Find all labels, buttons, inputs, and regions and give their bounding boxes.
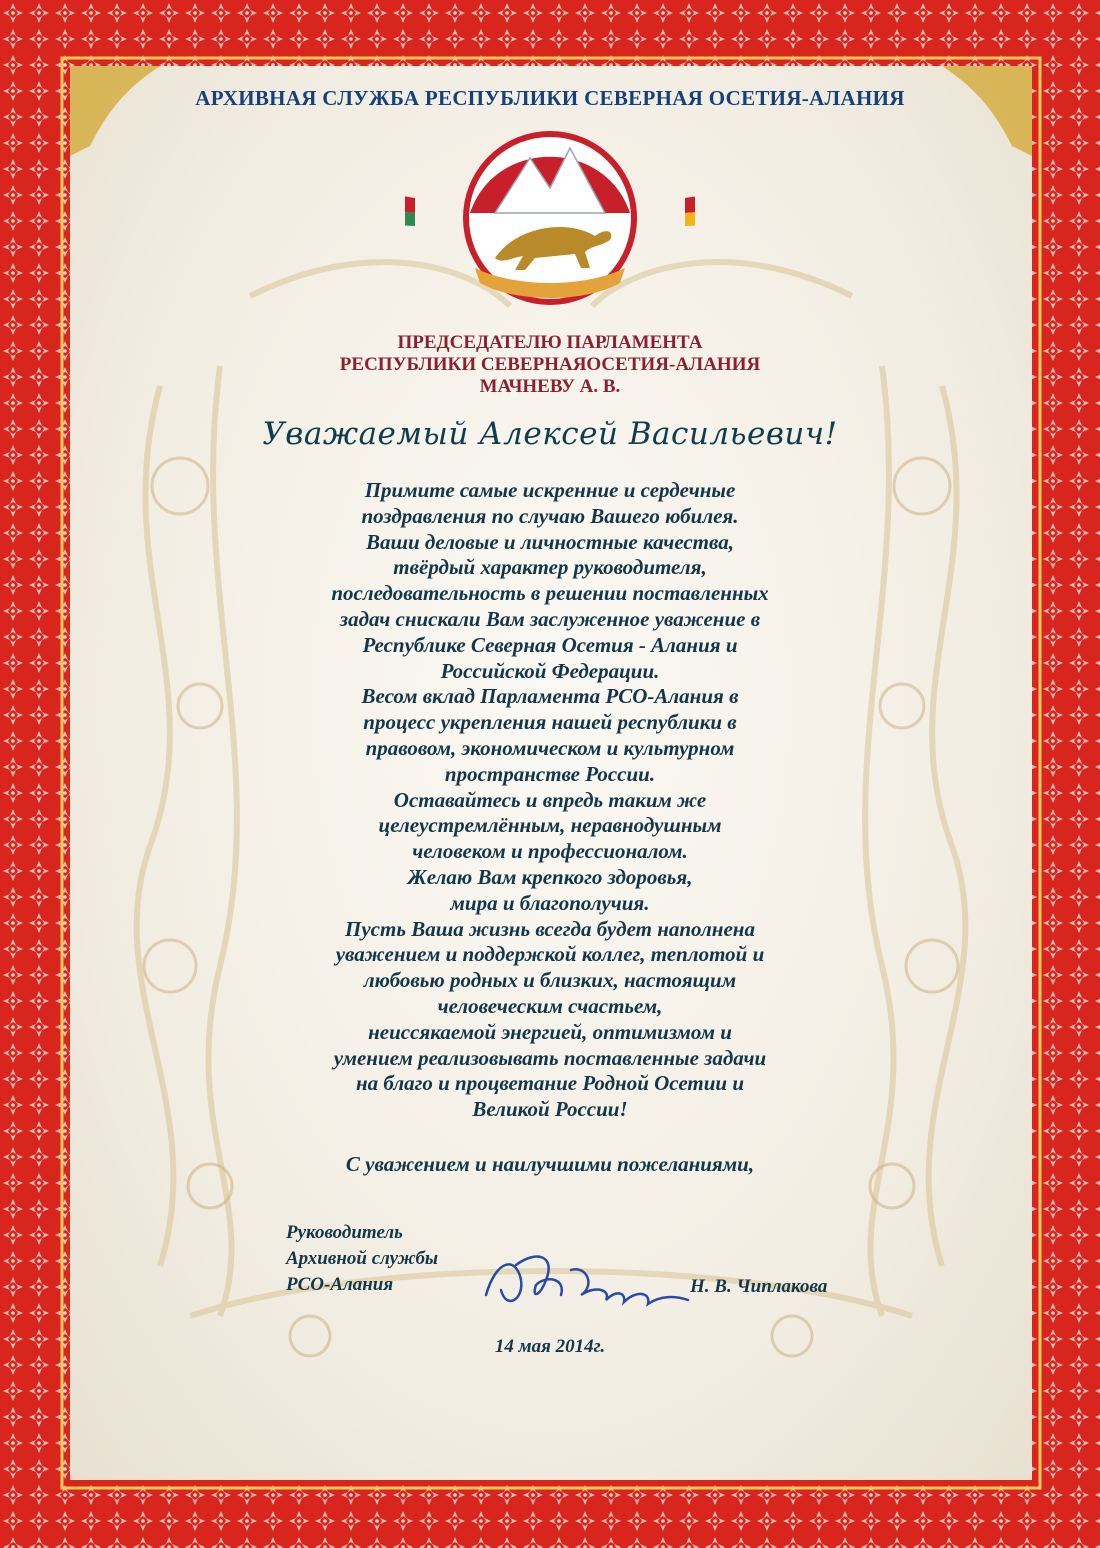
addressee-line: ПРЕДСЕДАТЕЛЮ ПАРЛАМЕНТА bbox=[397, 332, 703, 353]
letter-body-line: человеком и профессионалом. bbox=[412, 839, 688, 864]
handwritten-signature bbox=[476, 1240, 696, 1320]
letter-body-line: любовью родных и близких, настоящим bbox=[363, 968, 737, 993]
letter-body bbox=[230, 478, 870, 1123]
letter-body-line: поздравления по случаю Вашего юбилея. bbox=[361, 503, 739, 528]
closing-phrase: С уважением и наилучшими пожеланиями, bbox=[345, 1152, 755, 1176]
letter-body-line: процесс укрепления нашей республики в bbox=[363, 710, 737, 735]
letter-body-line: целеустремлённым, неравнодушным bbox=[378, 813, 722, 838]
signer-position-line: Руководитель bbox=[286, 1222, 403, 1243]
addressee-block bbox=[250, 332, 850, 398]
signer-position-line: РСО-Алания bbox=[286, 1274, 394, 1295]
letter-body-line: твёрдый характер руководителя, bbox=[393, 555, 707, 580]
archive-service-title: АРХИВНАЯ СЛУЖБА РЕСПУБЛИКИ СЕВЕРНАЯ ОСЕТИЯ-АЛАНИЯ bbox=[195, 86, 905, 110]
letter-body-line: Примите самые искренние и сердечные bbox=[364, 478, 736, 502]
letter-body-line: Желаю Вам крепкого здоровья, bbox=[407, 864, 693, 889]
letter-body-line: задач снискали Вам заслуженное уважение в bbox=[339, 606, 761, 631]
letter-body-line: уважением и поддержкой коллег, теплотой и bbox=[335, 942, 765, 967]
salutation: Уважаемый Алексей Васильевич! bbox=[262, 416, 838, 452]
letter-body-line: Республике Северная Осетия - Алания и bbox=[362, 632, 738, 657]
letter-body-line: неиссякаемой энергией, оптимизмом и bbox=[368, 1019, 732, 1044]
letter-body-line: правовом, экономическом и культурном bbox=[365, 735, 735, 760]
letter-date: 14 мая 2014г. bbox=[494, 1336, 606, 1357]
letter-body-line: мира и благополучия. bbox=[450, 890, 650, 915]
addressee-line: РЕСПУБЛИКИ СЕВЕРНАЯОСЕТИЯ-АЛАНИЯ bbox=[339, 354, 761, 375]
signer-position-line: Архивной службы bbox=[286, 1248, 439, 1269]
letter-body-line: последовательность в решении поставленных bbox=[331, 581, 769, 606]
letter-body-line: Весом вклад Парламента РСО-Алания в bbox=[361, 684, 739, 709]
letter-body-line: Пусть Ваша жизнь всегда будет наполнена bbox=[345, 916, 755, 941]
coat-of-arms-emblem bbox=[405, 118, 695, 318]
letter-body-line: умением реализовывать поставленные задачи bbox=[333, 1045, 767, 1070]
letter-body-line: на благо и процветание Родной Осетии и bbox=[355, 1071, 745, 1096]
letter-body-line: человеческим счастьем, bbox=[437, 993, 663, 1018]
letter-body-line: пространстве России. bbox=[444, 761, 656, 786]
letter-body-line: Оставайтесь и впредь таким же bbox=[393, 787, 707, 812]
signer-name: Н. В. Чиплакова bbox=[690, 1276, 828, 1297]
addressee-line: МАЧНЕВУ А. В. bbox=[479, 376, 621, 397]
letter-body-line: Российской Федерации. bbox=[440, 658, 660, 683]
letter-body-line: Ваши деловые и личностные качества, bbox=[365, 529, 735, 554]
letter-body-line: Великой России! bbox=[472, 1097, 628, 1122]
